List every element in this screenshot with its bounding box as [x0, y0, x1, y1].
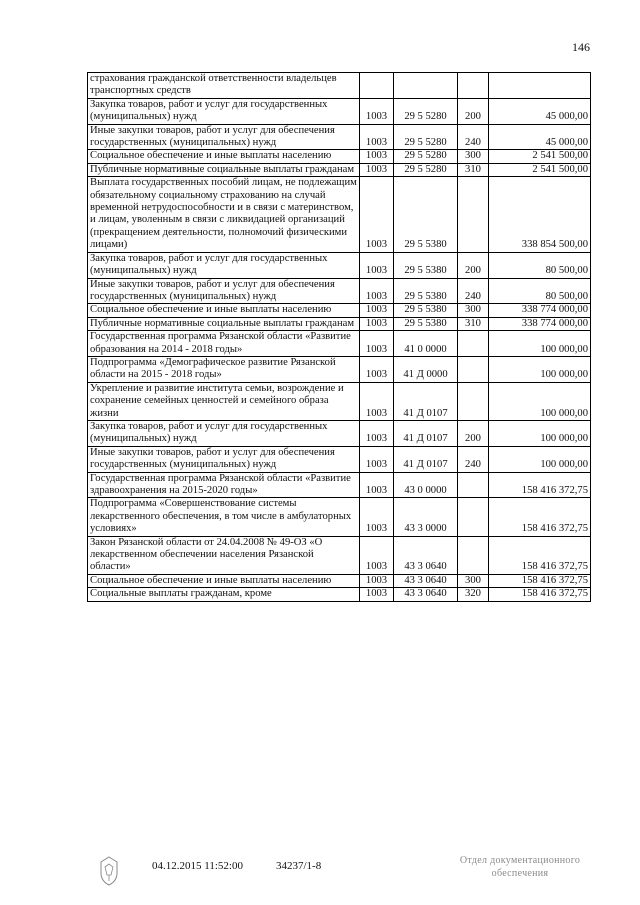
cell-name: Подпрограмма «Демографическое развитие Рязанской области на 2015 - 2018 годы»: [88, 356, 360, 382]
cell-section: 1003: [360, 124, 394, 150]
cell-name: Государственная программа Рязанской области «Развитие здравоохранения на 2015-2020 годы»: [88, 472, 360, 498]
cell-section: 1003: [360, 472, 394, 498]
cell-amount: 100 000,00: [489, 382, 591, 420]
footer-doc-number: 34237/1-8: [276, 860, 322, 872]
cell-target-article: 41 0 0000: [394, 331, 458, 357]
cell-name: Подпрограмма «Совершенствование системы лекарственного обеспечения, в том числе в амбулаторных условиях»: [88, 498, 360, 536]
cell-section: 1003: [360, 498, 394, 536]
cell-name: Иные закупки товаров, работ и услуг для обеспечения государственных (муниципальных) нужд: [88, 124, 360, 150]
stamp-line-2: обеспечения: [491, 868, 549, 879]
cell-target-article: 29 5 5280: [394, 124, 458, 150]
cell-name: Выплата государственных пособий лицам, не подлежащим обязательному социальному страхованию на случай временной нетрудоспособности и в связи с материнством, и лицам, уволенным в связи с ликвидацией организаций (прекращением деятельности, полномочий физическими лицами): [88, 177, 360, 252]
cell-target-article: 43 3 0640: [394, 574, 458, 587]
table-row: [88, 317, 591, 330]
cell-target-article: 43 3 0000: [394, 498, 458, 536]
cell-section: 1003: [360, 536, 394, 574]
cell-expense-type: [458, 382, 489, 420]
cell-section: 1003: [360, 150, 394, 163]
budget-table: [87, 72, 591, 602]
cell-expense-type: 200: [458, 420, 489, 446]
cell-amount: 158 416 372,75: [489, 588, 591, 601]
cell-target-article: 29 5 5280: [394, 98, 458, 124]
cell-amount: 158 416 372,75: [489, 574, 591, 587]
cell-section: 1003: [360, 252, 394, 278]
table-row: [88, 472, 591, 498]
cell-expense-type: [458, 177, 489, 252]
cell-expense-type: 240: [458, 278, 489, 304]
coat-of-arms-icon: [96, 855, 122, 887]
cell-target-article: 41 Д 0107: [394, 420, 458, 446]
cell-target-article: 29 5 5380: [394, 278, 458, 304]
cell-section: 1003: [360, 163, 394, 176]
cell-target-article: 29 5 5280: [394, 163, 458, 176]
cell-name: Публичные нормативные социальные выплаты гражданам: [88, 317, 360, 330]
cell-amount: 100 000,00: [489, 446, 591, 472]
cell-amount: 100 000,00: [489, 331, 591, 357]
cell-name: Социальное обеспечение и иные выплаты населению: [88, 150, 360, 163]
cell-amount: 100 000,00: [489, 356, 591, 382]
cell-expense-type: 320: [458, 588, 489, 601]
cell-target-article: 43 3 0640: [394, 588, 458, 601]
cell-target-article: 43 0 0000: [394, 472, 458, 498]
cell-amount: 338 774 000,00: [489, 304, 591, 317]
cell-name: страхования гражданской ответственности владельцев транспортных средств: [88, 73, 360, 99]
cell-section: 1003: [360, 574, 394, 587]
cell-expense-type: 300: [458, 150, 489, 163]
cell-target-article: 29 5 5380: [394, 177, 458, 252]
cell-target-article: 43 3 0640: [394, 536, 458, 574]
cell-section: 1003: [360, 420, 394, 446]
cell-name: Иные закупки товаров, работ и услуг для обеспечения государственных (муниципальных) нужд: [88, 278, 360, 304]
cell-name: Иные закупки товаров, работ и услуг для обеспечения государственных (муниципальных) нужд: [88, 446, 360, 472]
cell-amount: 80 500,00: [489, 278, 591, 304]
cell-expense-type: 240: [458, 446, 489, 472]
cell-name: Социальное обеспечение и иные выплаты населению: [88, 304, 360, 317]
cell-section: 1003: [360, 278, 394, 304]
cell-expense-type: [458, 472, 489, 498]
cell-expense-type: 310: [458, 163, 489, 176]
cell-amount: 100 000,00: [489, 420, 591, 446]
cell-amount: 80 500,00: [489, 252, 591, 278]
cell-name: Государственная программа Рязанской области «Развитие образования на 2014 - 2018 годы»: [88, 331, 360, 357]
cell-expense-type: 200: [458, 98, 489, 124]
table-row: [88, 177, 591, 252]
cell-name: Социальные выплаты гражданам, кроме: [88, 588, 360, 601]
cell-expense-type: 240: [458, 124, 489, 150]
cell-expense-type: 310: [458, 317, 489, 330]
cell-amount: 158 416 372,75: [489, 498, 591, 536]
cell-amount: 45 000,00: [489, 124, 591, 150]
cell-amount: 338 854 500,00: [489, 177, 591, 252]
table-row: [88, 356, 591, 382]
cell-target-article: 29 5 5380: [394, 317, 458, 330]
table-row: [88, 304, 591, 317]
cell-amount: 2 541 500,00: [489, 163, 591, 176]
table-row: [88, 98, 591, 124]
cell-section: [360, 73, 394, 99]
cell-amount: 338 774 000,00: [489, 317, 591, 330]
table-row: [88, 278, 591, 304]
cell-target-article: 29 5 5280: [394, 150, 458, 163]
cell-target-article: 41 Д 0000: [394, 356, 458, 382]
cell-section: 1003: [360, 98, 394, 124]
cell-section: 1003: [360, 356, 394, 382]
table-row: [88, 536, 591, 574]
cell-section: 1003: [360, 588, 394, 601]
cell-section: 1003: [360, 382, 394, 420]
table-row: [88, 498, 591, 536]
table-row: [88, 163, 591, 176]
table-row: [88, 124, 591, 150]
table-row: [88, 331, 591, 357]
cell-section: 1003: [360, 177, 394, 252]
cell-amount: 2 541 500,00: [489, 150, 591, 163]
cell-expense-type: 300: [458, 304, 489, 317]
cell-name: Публичные нормативные социальные выплаты гражданам: [88, 163, 360, 176]
cell-expense-type: [458, 536, 489, 574]
table-row: [88, 420, 591, 446]
footer-timestamp: 04.12.2015 11:52:00: [152, 860, 243, 872]
cell-target-article: 41 Д 0107: [394, 446, 458, 472]
page-number: 146: [572, 40, 590, 54]
cell-expense-type: [458, 356, 489, 382]
table-row: [88, 574, 591, 587]
table-row: [88, 382, 591, 420]
cell-expense-type: 200: [458, 252, 489, 278]
cell-target-article: 29 5 5380: [394, 304, 458, 317]
cell-amount: 158 416 372,75: [489, 472, 591, 498]
department-stamp: [450, 854, 590, 880]
cell-amount: 158 416 372,75: [489, 536, 591, 574]
cell-name: Закупка товаров, работ и услуг для государственных (муниципальных) нужд: [88, 252, 360, 278]
cell-expense-type: [458, 331, 489, 357]
cell-name: Закон Рязанской области от 24.04.2008 № 49-ОЗ «О лекарственном обеспечении населения Рязанской области»: [88, 536, 360, 574]
cell-amount: [489, 73, 591, 99]
cell-section: 1003: [360, 304, 394, 317]
cell-name: Социальное обеспечение и иные выплаты населению: [88, 574, 360, 587]
cell-expense-type: 300: [458, 574, 489, 587]
cell-expense-type: [458, 498, 489, 536]
stamp-line-1: Отдел документационного: [459, 855, 581, 866]
cell-target-article: [394, 73, 458, 99]
table-row: [88, 150, 591, 163]
cell-name: Укрепление и развитие института семьи, возрождение и сохранение семейных ценностей и семейного образа жизни: [88, 382, 360, 420]
cell-section: 1003: [360, 331, 394, 357]
cell-section: 1003: [360, 446, 394, 472]
table-row: [88, 446, 591, 472]
cell-section: 1003: [360, 317, 394, 330]
table-row: [88, 73, 591, 99]
table-row: [88, 588, 591, 601]
cell-expense-type: [458, 73, 489, 99]
cell-target-article: 29 5 5380: [394, 252, 458, 278]
table-row: [88, 252, 591, 278]
cell-name: Закупка товаров, работ и услуг для государственных (муниципальных) нужд: [88, 98, 360, 124]
cell-target-article: 41 Д 0107: [394, 382, 458, 420]
cell-name: Закупка товаров, работ и услуг для государственных (муниципальных) нужд: [88, 420, 360, 446]
cell-amount: 45 000,00: [489, 98, 591, 124]
